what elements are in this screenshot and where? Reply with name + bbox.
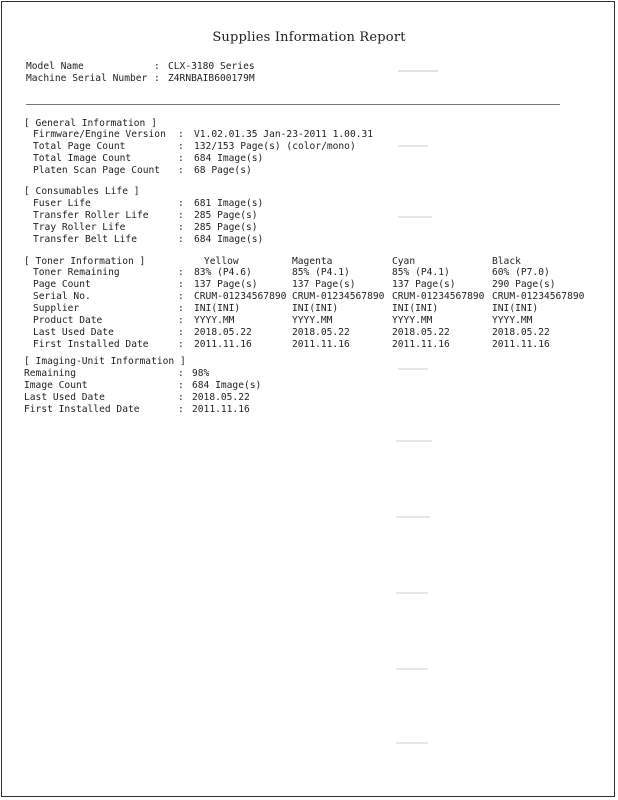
row-label: Serial No. [33,291,91,302]
row-value: 684 Image(s) [194,234,264,245]
colon: : [178,141,184,152]
toner-cell: YYYY.MM [492,315,533,326]
toner-column-header: Cyan [392,256,416,267]
row-value: 2011.11.16 [192,404,250,415]
toner-cell: 85% (P4.1) [392,267,450,278]
toner-cell: INI(INI) [492,303,539,314]
toner-cell: 2011.11.16 [194,339,252,350]
toner-cell: 2018.05.22 [392,327,450,338]
row-label: Total Image Count [33,153,132,164]
toner-cell: INI(INI) [194,303,241,314]
colon: : [178,165,184,176]
row-label: Transfer Roller Life [33,210,149,221]
toner-cell: YYYY.MM [292,315,333,326]
row-label: First Installed Date [24,404,140,415]
colon: : [178,222,184,233]
toner-cell: 137 Page(s) [292,279,356,290]
toner-cell: 2018.05.22 [492,327,550,338]
row-value: V1.02.01.35 Jan-23-2011 1.00.31 [194,129,374,140]
toner-cell: YYYY.MM [392,315,433,326]
row-label: First Installed Date [33,339,149,350]
row-label: Toner Remaining [33,267,120,278]
toner-column-header: Yellow [204,256,239,267]
row-label: Page Count [33,279,91,290]
row-label: Product Date [33,315,103,326]
row-value: 285 Page(s) [194,222,258,233]
colon: : [178,129,184,140]
toner-cell: 2011.11.16 [492,339,550,350]
colon: : [178,279,184,290]
row-label: Supplier [33,303,80,314]
toner-cell: CRUM-01234567890 [492,291,585,302]
row-value: 132/153 Page(s) (color/mono) [194,141,356,152]
model-name-value: CLX-3180 Series [168,61,255,72]
row-label: Transfer Belt Life [33,234,137,245]
toner-cell: 83% (P4.6) [194,267,252,278]
toner-cell: 60% (P7.0) [492,267,550,278]
toner-cell: 85% (P4.1) [292,267,350,278]
toner-heading-text: [ Toner Information ] [24,256,146,267]
row-label: Tray Roller Life [33,222,126,233]
row-value: 285 Page(s) [194,210,258,221]
row-value: 68 Page(s) [194,165,252,176]
toner-cell: INI(INI) [392,303,439,314]
row-value: 681 Image(s) [194,198,264,209]
model-name-label: Model Name [26,61,84,72]
row-value: 684 Image(s) [194,153,264,164]
colon: : [178,153,184,164]
toner-cell: 137 Page(s) [392,279,456,290]
colon: : [178,339,184,350]
general-heading: [ General Information ] [24,118,157,129]
colon: : [178,198,184,209]
colon: : [178,380,184,391]
toner-cell: INI(INI) [292,303,339,314]
colon: : [178,327,184,338]
toner-cell: 137 Page(s) [194,279,258,290]
toner-cell: CRUM-01234567890 [194,291,287,302]
toner-cell: 290 Page(s) [492,279,556,290]
row-label: Image Count [24,380,88,391]
colon: : [154,61,160,72]
toner-cell: CRUM-01234567890 [392,291,485,302]
colon: : [178,368,184,379]
row-label: Firmware/Engine Version [33,129,166,140]
serial-number-value: Z4RNBAIB600179M [168,73,255,84]
toner-column-header: Magenta [292,256,333,267]
row-value: 2018.05.22 [192,392,250,403]
toner-cell: 2011.11.16 [392,339,450,350]
colon: : [178,315,184,326]
row-label: Remaining [24,368,76,379]
row-label: Total Page Count [33,141,126,152]
row-label: Last Used Date [33,327,114,338]
colon: : [178,392,184,403]
report-title: Supplies Information Report [212,30,406,45]
row-label: Platen Scan Page Count [33,165,161,176]
imaging-heading: [ Imaging-Unit Information ] [24,356,186,367]
consumables-heading: [ Consumables Life ] [24,186,140,197]
colon: : [178,303,184,314]
toner-cell: CRUM-01234567890 [292,291,385,302]
colon: : [178,404,184,415]
toner-column-header: Black [492,256,521,267]
header-divider [26,104,560,105]
toner-cell: 2018.05.22 [194,327,252,338]
colon: : [178,234,184,245]
row-value: 684 Image(s) [192,380,262,391]
serial-number-label: Machine Serial Number [26,73,148,84]
row-label: Last Used Date [24,392,105,403]
row-value: 98% [192,368,210,379]
colon: : [178,291,184,302]
toner-cell: 2011.11.16 [292,339,350,350]
colon: : [178,267,184,278]
colon: : [154,73,160,84]
toner-cell: 2018.05.22 [292,327,350,338]
row-label: Fuser Life [33,198,91,209]
toner-cell: YYYY.MM [194,315,235,326]
colon: : [178,210,184,221]
